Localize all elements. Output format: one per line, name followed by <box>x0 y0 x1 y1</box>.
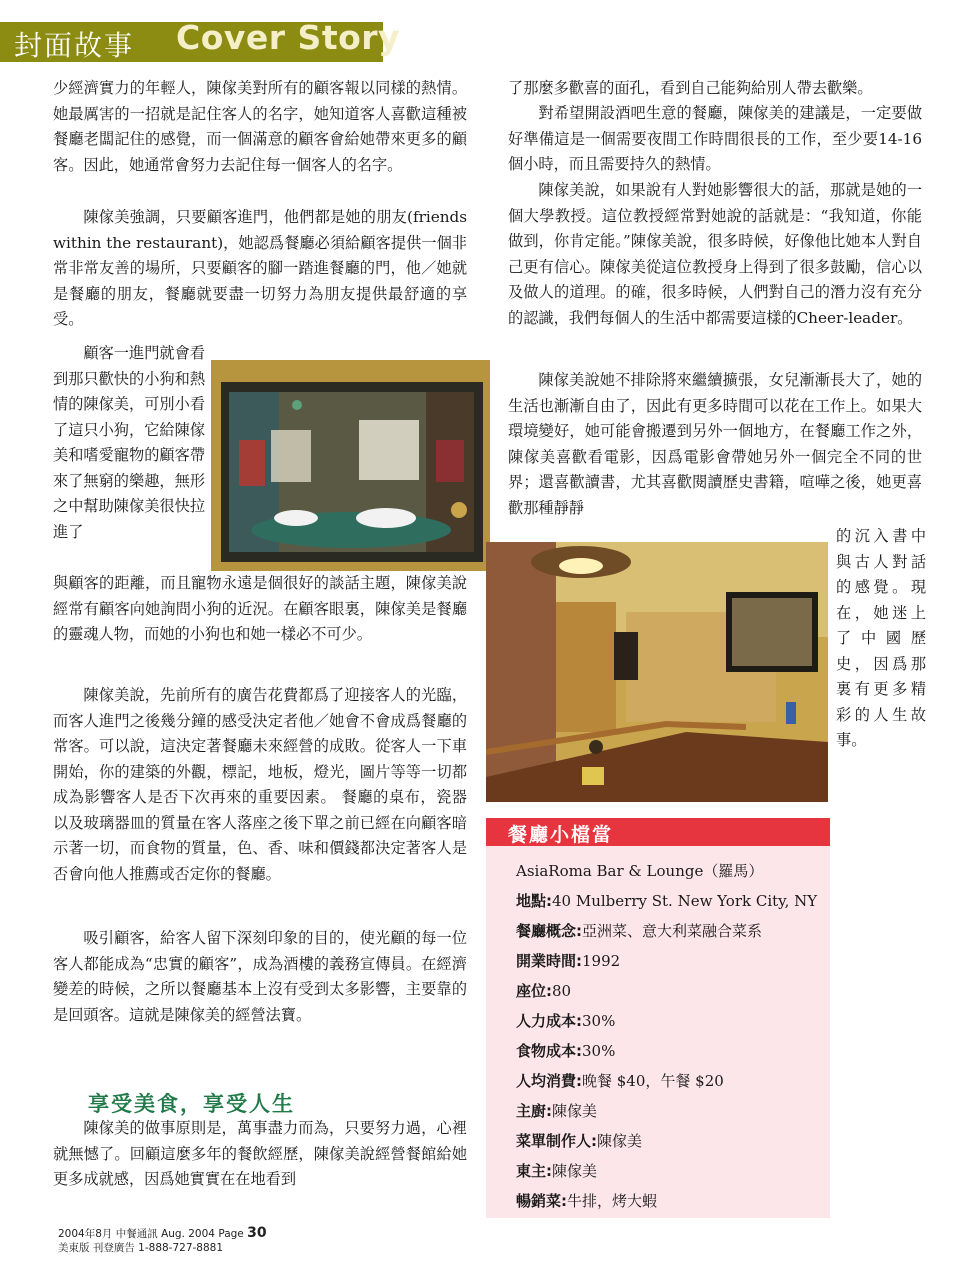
right-paragraph-3: 陳傢美說，如果說有人對她影響很大的話，那就是她的一個大學教授。這位教授經常對她說的話就是：“我知道，你能做到，你肯定能。”陳傢美說，很多時候，好像他比她本人對自己更有信心。陳傢美從這位教授身上得到了很多鼓勵，信心以及做人的道理。的確，很多時候，人們對自己的潛力沒有充分的認識，我們每個人的生活中都需要這樣的Cheer-leader。 <box>508 181 922 327</box>
left-paragraph-3-continued: 與顧客的距離，而且寵物永遠是個很好的談話主題，陳傢美說經常有顧客向她詢問小狗的近況。在顧客眼裏，陳傢美是餐廳的靈魂人物，而她的小狗也和她一樣必不可少。 <box>53 574 467 643</box>
left-paragraph-2: 陳傢美強調，只要顧客進門，他們都是她的朋友(friends within the restaurant)，她認爲餐廳必須給顧客提供一個非常非常友善的場所，只要顧客的腳一踏進餐廳的門，他／她就是餐廳的朋友，餐廳就要盡一切努力為朋友提供最舒適的享受。 <box>53 208 467 328</box>
right-paragraph-4-wrapped: 的沉入書中與古人對話的感覺。現在，她迷上了中國歷史，因爲那裏有更多精彩的人生故事。 <box>836 527 926 749</box>
footer-issue-date: 2004年8月 中餐通訊 Aug. 2004 <box>58 1228 215 1240</box>
section-title-english: Cover Story <box>176 18 401 57</box>
profile-row-head-chef: 主廚:陳傢美 <box>516 1102 598 1120</box>
profile-box-title: 餐廳小檔當 <box>508 824 614 846</box>
profile-row-seats: 座位:80 <box>516 982 572 1000</box>
restaurant-profile-box <box>486 818 830 1218</box>
profile-row-labor-cost: 人力成本:30% <box>516 1012 616 1030</box>
right-paragraph-2: 對希望開設酒吧生意的餐廳，陳傢美的建議是，一定要做好準備這是一個需要夜間工作時間很長的工作，至少要14-16個小時，而且需要持久的熱情。 <box>508 104 922 173</box>
restaurant-interior-photo-2 <box>486 542 828 802</box>
profile-row-opened: 開業時間:1992 <box>516 952 621 970</box>
profile-restaurant-name: AsiaRoma Bar & Lounge（羅馬） <box>516 862 764 880</box>
profile-row-menu-creator: 菜單制作人:陳傢美 <box>516 1132 643 1150</box>
right-paragraph-4: 陳傢美說她不排除將來繼續擴張，女兒漸漸長大了，她的生活也漸漸自由了，因此有更多時間可以花在工作上。如果大環境變好，她可能會搬遷到另外一個地方，在餐廳工作之外，陳傢美喜歡看電影，因爲電影會帶她另外一個完全不同的世界；還喜歡讀書，尤其喜歡閱讀歷史書籍，喧嘩之後，她更喜歡那種靜靜 <box>508 371 922 517</box>
profile-box-title-bar <box>486 818 830 846</box>
left-paragraph-6: 陳傢美的做事原則是，萬事盡力而為，只要努力過，心裡就無憾了。回顧這麼多年的餐飲經歷，陳傢美說經營餐館給她更多成就感，因爲她實實在在地看到 <box>53 1119 467 1188</box>
section-title-chinese: 封面故事 <box>14 29 135 62</box>
profile-row-food-cost: 食物成本:30% <box>516 1042 616 1060</box>
left-paragraph-5: 吸引顧客，給客人留下深刻印象的目的，使光顧的每一位客人都能成為“忠實的顧客”，成為酒樓的義務宣傳員。在經濟變差的時候，之所以餐廳基本上沒有受到太多影響，主要靠的是回頭客。這就是陳傢美的經營法寶。 <box>53 929 467 1024</box>
restaurant-interior-photo-1 <box>211 360 490 571</box>
profile-row-average-spend: 人均消費:晚餐 $40，午餐 $20 <box>516 1072 724 1090</box>
footer-page-label: Page <box>218 1228 244 1240</box>
left-paragraph-1: 少經濟實力的年輕人，陳傢美對所有的顧客報以同樣的熱情。她最厲害的一招就是記住客人的名字，她知道客人喜歡這種被餐廳老闆記住的感覺，而一個滿意的顧客會給她帶來更多的顧客。因此，她通常會努力去記住每一個客人的名字。 <box>53 79 467 174</box>
right-paragraph-1: 了那麼多歡喜的面孔，看到自己能夠給別人帶去歡樂。 <box>508 79 873 97</box>
footer-page-number: 30 <box>247 1225 267 1241</box>
profile-row-location: 地點:40 Mulberry St. New York City, NY <box>516 892 818 910</box>
profile-row-concept: 餐廳概念:亞洲菜、意大利菜融合菜系 <box>516 922 763 940</box>
section-subheading: 享受美食，享受人生 <box>88 1092 295 1116</box>
left-paragraph-4: 陳傢美說，先前所有的廣告花費都爲了迎接客人的光臨，而客人進門之後幾分鐘的感受決定者他／她會不會成爲餐廳的常客。可以說，這決定著餐廳未來經營的成敗。從客人一下車開始，你的建築的外觀，標記，地板，燈光，圖片等等一切都成為影響客人是否下次再來的重要因素。 餐廳的桌布，瓷器以及玻璃器皿的質量在客人落座之後下單之前已經在向顧客暗示著一切，而食物的質量，色、香、味和價錢都決定著客人是否會向他人推薦或否定你的餐廳。 <box>53 686 467 883</box>
left-paragraph-3-wrapped: 顧客一進門就會看到那只歡快的小狗和熱情的陳傢美，可別小看了這只小狗，它給陳傢美和嗜愛寵物的顧客帶來了無窮的樂趣，無形之中幫助陳傢美很快拉進了 <box>53 344 205 541</box>
profile-row-best-sellers: 暢銷菜:牛排，烤大蝦 <box>516 1192 658 1210</box>
profile-row-owner: 東主:陳傢美 <box>516 1162 598 1180</box>
footer-issue-line <box>58 1225 267 1241</box>
footer-advertising-line: 美東版 刊登廣告 1-888-727-8881 <box>58 1242 224 1254</box>
